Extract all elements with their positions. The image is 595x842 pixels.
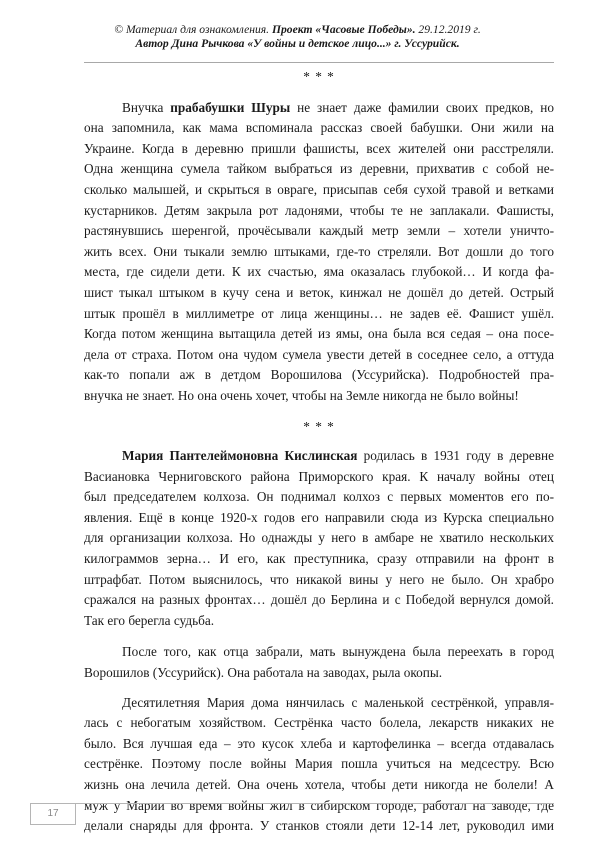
text-line: для организации колхоза. Но однажды у него в амбаре не хватило нескольких <box>84 530 554 546</box>
document-header <box>0 23 595 51</box>
text-line: делали снаряды для фронта. У станков стояли дети 12-14 лет, руководил ими <box>84 818 554 834</box>
text-line: килограммов зерна… И его, как преступника, сразу отправили на фронт в <box>84 551 554 567</box>
text-line: места, где сидели дети. К их счастью, яма оказалась глубокой… И когда фа- <box>84 264 554 280</box>
text-line: жизнь она лечила детей. Она очень хотела, чтобы дети никогда не болели! А <box>84 777 554 792</box>
text-line: шист тыкал штыком в кучу сена и веток, кинжал не дошёл до детей. Острый <box>84 284 554 300</box>
text-line: Десятилетняя Мария дома нянчилась с маленькой сестрёнкой, управля- <box>122 694 554 710</box>
text-line: Так его берегла судьба. <box>84 612 215 628</box>
paragraph-mother-moved <box>84 642 554 683</box>
text-line: сколько малышей, и скрыться в овраге, присыпав себя сухой травой и ветками <box>84 181 554 197</box>
text-line: Васиановка Черниговского района Приморского края. К началу войны отец <box>84 468 554 484</box>
text-line: жить всех. Они тыкали землю штыками, где-то стреляли. Вот дошли до того <box>84 243 554 259</box>
text-line: штык прошёл в миллиметре от лица женщины… не задев её. Фашист ушёл. <box>84 305 554 321</box>
section-separator: * * * <box>303 418 335 434</box>
person-name: Мария Пантелеймоновна Кислинская <box>122 448 358 464</box>
text-line: Когда потом женщина вытащила детей из ямы, она была вся седая – она посе- <box>84 326 554 342</box>
paragraph-maria-childhood <box>84 693 554 837</box>
text-line: лась с небогатым хозяйством. Сестрёнка часто болела, лекарств никаких не <box>84 715 554 731</box>
text-line: сражался на разных фронтах… дошёл до Берлина и с Победой вернулся домой. <box>84 592 554 608</box>
section-separator: * * * <box>303 69 335 84</box>
text-line: сестрёнке. Поэтому после войны Мария пошла учиться на медсестру. Всю <box>84 756 554 772</box>
page-body <box>84 67 554 837</box>
story-great-grandmother-shura <box>84 98 554 407</box>
text-line: После того, как отца забрали, мать вынуждена была переехать в город <box>122 644 554 660</box>
header-line-2 <box>0 37 595 51</box>
person-name: прабабушки Шуры <box>170 99 291 115</box>
text-line: Одна женщина сумела тайком выбраться из деревни, прихватив с собой не- <box>84 161 554 177</box>
text-line: растянувшись шеренгой, прочёсывали каждый метр земли – хотели уничто- <box>84 223 554 239</box>
footer-divider <box>30 803 554 804</box>
text-line: муж у Марии во время войны жил в сибирском городе, работал на заводе, где <box>84 797 554 813</box>
text-line: внучка не знает. Но она очень хочет, чтобы на Земле никогда не было войны! <box>84 387 519 403</box>
header-divider <box>84 62 554 63</box>
text-line: явления. Ещё в конце 1920-х годов его направили сюда из Курска специально <box>84 509 554 525</box>
text-line: был председателем колхоза. Он поднимал колхоз с первых моментов его по- <box>84 489 554 505</box>
text-line: Мария Пантелеймоновна Кислинская родилась в 1931 году в деревне <box>122 448 554 464</box>
text-line: Украине. Когда в деревню пришли фашисты, всех жителей они расстреляли. <box>84 140 554 156</box>
text-line: Внучка прабабушки Шуры не знает даже фамилии своих предков, но <box>122 99 555 115</box>
header-line-1 <box>0 23 595 37</box>
copyright-notice: © <box>114 23 126 36</box>
text-line: кустарников. Детям закрыла рот ладонями, чтобы те не заплакали. Фашисты, <box>84 202 554 218</box>
text-line: Ворошилов (Уссурийск). Она работала на заводах, рыла окопы. <box>84 665 443 681</box>
project-title: Проект «Часовые Победы». <box>271 23 419 36</box>
header-date: 29.12.2019 г. <box>418 23 481 36</box>
material-notice: Материал для ознакомления. <box>125 23 272 36</box>
story-maria-kislinskaya <box>84 446 554 631</box>
text-line: штрафбат. Потом выяснилось, что никакой вины у него не было. Он храбро <box>84 571 554 587</box>
text-line: как-то попали аж в детдом Ворошилова (Уссурийска). Подробностей пра- <box>84 367 554 383</box>
text-line: она запомнила, как мама вспоминала рассказ своей бабушки. Они жили на <box>84 120 554 136</box>
author-line: Автор Дина Рычкова «У войны и детское лицо...» г. Уссурийск. <box>135 37 460 50</box>
text-line: дела от страха. Потом она чудом сумела увести детей в соседнее село, а оттуда <box>84 346 554 362</box>
page-number: 17 <box>30 803 76 825</box>
text-line: было. Вся лучшая еда – это кусок хлеба и картофелинка – всегда отдавалась <box>84 735 554 751</box>
